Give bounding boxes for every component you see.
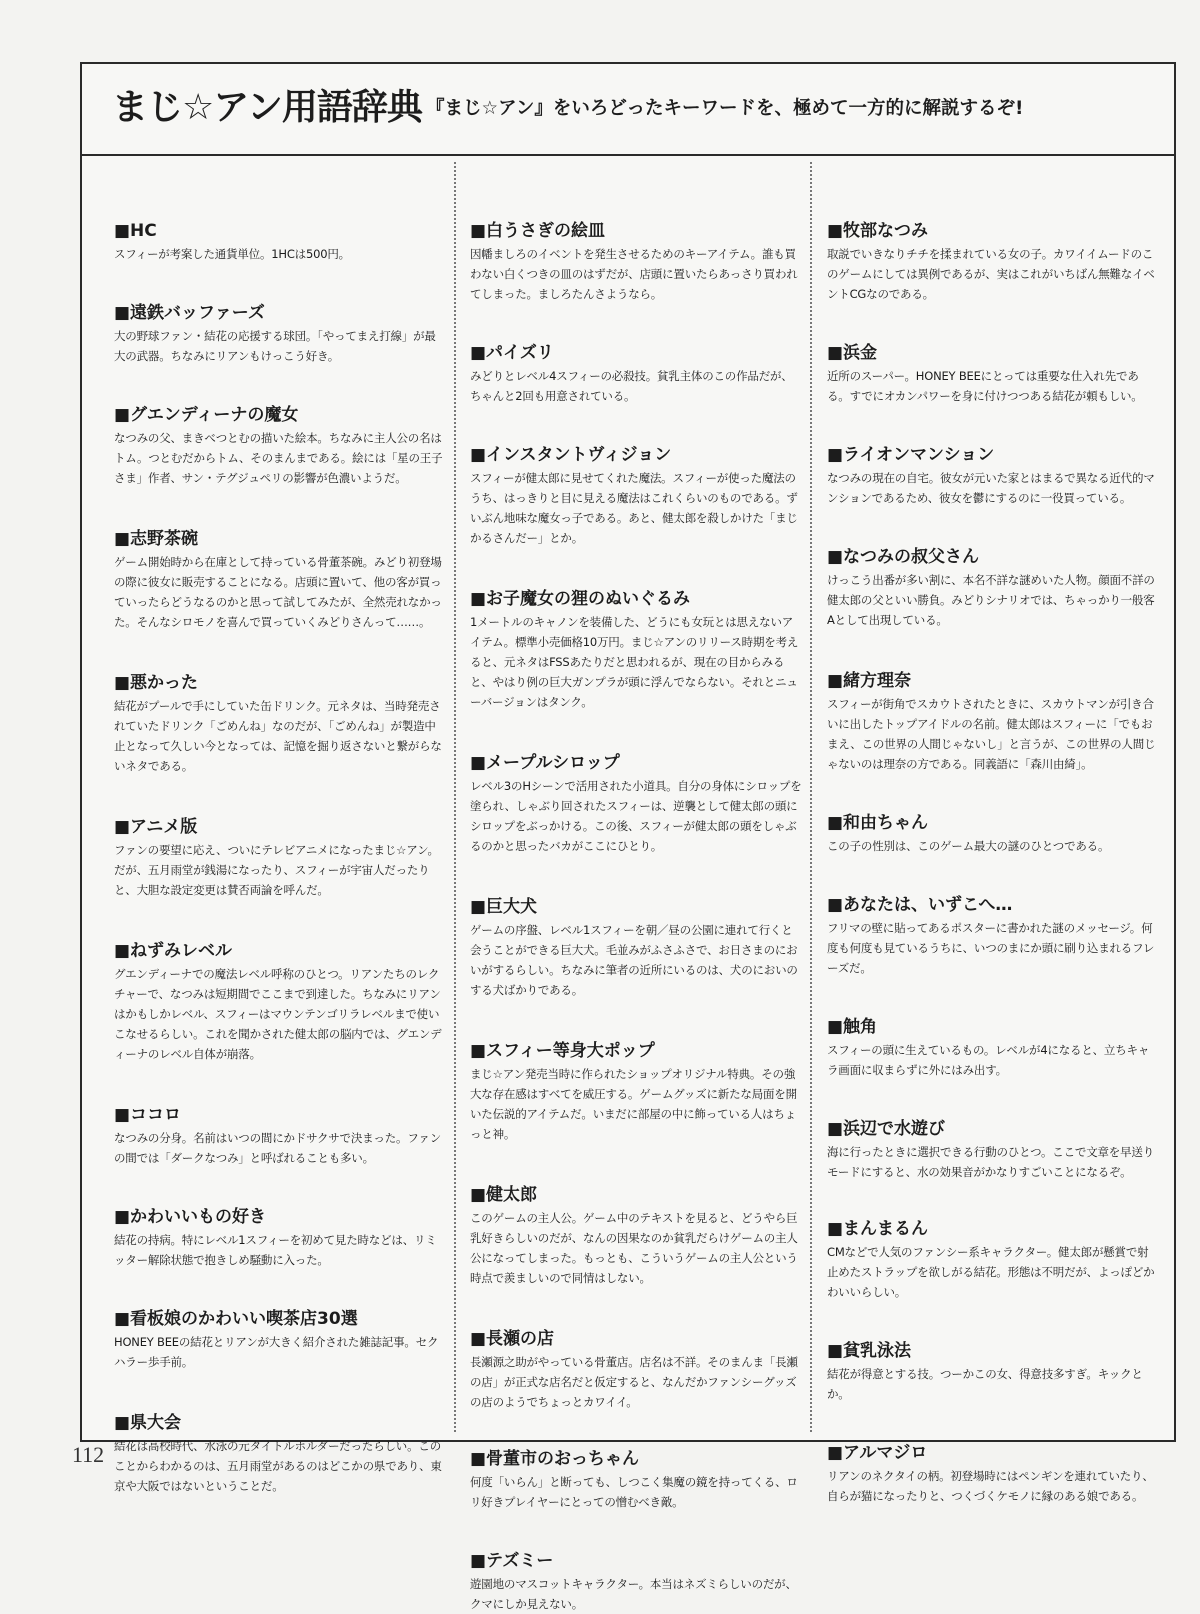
glossary-entry — [114, 672, 446, 776]
entry-description: 結花がプールで手にしていた缶ドリンク。元ネタは、当時発売されていたドリンク「ごめんね」なのだが、「ごめんね」が製造中止となって久しい今となっては、記憶を掘り返さないと繋がらないネタである。 — [114, 699, 442, 773]
entry-term: ■和由ちゃん — [827, 813, 929, 833]
entry-term: ■お子魔女の狸のぬいぐるみ — [470, 589, 691, 609]
entry-description: 近所のスーパー。HONEY BEEにとっては重要な仕入れ先である。すでにオカンパワーを身に付けつつある結花が頼もしい。 — [827, 369, 1143, 403]
entry-description: リアンのネクタイの柄。初登場時にはペンギンを連れていたり、自らが猫になったりと、つくづくケモノに縁のある娘である。 — [827, 1469, 1154, 1503]
entry-term: ■HC — [114, 221, 157, 241]
entry-description: みどりとレベル4スフィーの必殺技。貧乳主体のこの作品だが、ちゃんと2回も用意されている。 — [470, 369, 793, 403]
entry-description: グエンディーナでの魔法レベル呼称のひとつ。リアンたちのレクチャーで、なつみは短期間でここまで到達した。ちなみにリアンはかもしかレベル、スフィーはマウンテンゴリラレベルまで使いこなせるらしい。これを聞かされた健太郎の脳内では、グエンディーナのレベル自体が崩落。 — [114, 967, 442, 1061]
entry-term: ■インスタントヴィジョン — [470, 445, 672, 465]
page-title: まじ☆アン用語辞典 — [112, 87, 422, 128]
entry-term: ■長瀬の店 — [470, 1329, 555, 1349]
entry-description: 因幡ましろのイベントを発生させるためのキーアイテム。誰も買わない白くつきの皿のはずだが、店頭に置いたらあっさり買われてしまった。ましろたんさようなら。 — [470, 247, 798, 301]
glossary-column-2 — [470, 182, 802, 1614]
entry-term: ■パイズリ — [470, 343, 554, 363]
entry-term: ■遠鉄バッファーズ — [114, 303, 265, 323]
glossary-entry — [827, 670, 1159, 774]
entry-term: ■グエンディーナの魔女 — [114, 405, 299, 425]
column-divider — [454, 162, 456, 1432]
entry-term: ■浜金 — [827, 343, 878, 363]
entry-description: 長瀬源之助がやっている骨董店。店名は不詳。そのまんま「長瀬の店」が正式な店名だと仮定すると、なんだかファンシーグッズの店のようでちょっとカワイイ。 — [470, 1355, 798, 1409]
glossary-entry — [470, 1448, 802, 1512]
entry-description: CMなどで人気のファンシー系キャラクター。健太郎が懸賞で射止めたストラップを欲しがる結花。形態は不明だが、よっぽどかわいいらしい。 — [827, 1245, 1155, 1299]
entry-description: 大の野球ファン・結花の応援する球団。「やってまえ打線」が最大の武器。ちなみにリアンもけっこう好き。 — [114, 329, 436, 363]
glossary-entry — [470, 1550, 802, 1614]
entry-term: ■なつみの叔父さん — [827, 547, 980, 567]
entry-description: ゲーム開始時から在庫として持っている骨董茶碗。みどり初登場の際に彼女に販売することになる。店頭に置いて、他の客が買っていったらどうなるのかと思って試してみたが、全然売れなかった。そんなシロモノを喜んで買っていくみどりさんって……。 — [114, 555, 442, 629]
glossary-column-1 — [114, 182, 446, 1496]
entry-term: ■緒方理奈 — [827, 671, 912, 691]
glossary-entry — [114, 528, 446, 632]
entry-term: ■メープルシロップ — [470, 753, 620, 773]
entry-term: ■骨董市のおっちゃん — [470, 1449, 640, 1469]
glossary-entry — [114, 1104, 446, 1168]
glossary-entry — [827, 1118, 1159, 1182]
glossary-entry — [470, 896, 802, 1000]
entry-term: ■浜辺で水遊び — [827, 1119, 946, 1139]
entry-term: ■白うさぎの絵皿 — [470, 221, 606, 241]
entry-description: 結花の持病。特にレベル1スフィーを初めて見た時などは、リミッター解除状態で抱きしめ騒動に入った。 — [114, 1233, 437, 1267]
glossary-entry — [470, 220, 802, 304]
entry-term: ■アニメ版 — [114, 817, 198, 837]
glossary-entry — [470, 1328, 802, 1412]
entry-term: ■牧部なつみ — [827, 221, 929, 241]
glossary-entry — [470, 1184, 802, 1288]
glossary-entry — [470, 342, 802, 406]
entry-description: 何度「いらん」と断っても、しつこく集魔の鏡を持ってくる、ロリ好きプレイヤーにとっての憎むべき敵。 — [470, 1475, 798, 1509]
entry-term: ■かわいいもの好き — [114, 1207, 267, 1227]
entry-description: スフィーが街角でスカウトされたときに、スカウトマンが引き合いに出したトップアイドルの名前。健太郎はスフィーに「でもおまえ、この世界の人間じゃないし」と言うが、この世界の人間じゃないのは理奈の方である。同義語に「森川由綺」。 — [827, 697, 1156, 771]
page-number: 112 — [72, 1442, 105, 1467]
entry-description: スフィーが健太郎に見せてくれた魔法。スフィーが使った魔法のうち、はっきりと目に見える魔法はこれくらいのものである。ずいぶん地味な魔女っ子である。あと、健太郎を殺しかけた「まじかるさんだー」とか。 — [470, 471, 798, 545]
glossary-entry — [114, 816, 446, 900]
entry-description: ファンの要望に応え、ついにテレビアニメになったまじ☆アン。だが、五月雨堂が銭湯になったり、スフィーが宇宙人だったりと、大胆な設定変更は賛否両論を呼んだ。 — [114, 843, 439, 897]
entry-term: ■まんまるん — [827, 1219, 929, 1239]
glossary-entry — [827, 812, 1159, 856]
entry-term: ■あなたは、いずこへ… — [827, 895, 1013, 915]
entry-term: ■貧乳泳法 — [827, 1341, 912, 1361]
entry-description: 遊園地のマスコットキャラクター。本当はネズミらしいのだが、クマにしか見えない。 — [470, 1577, 797, 1611]
entry-description: このゲームの主人公。ゲーム中のテキストを見ると、どうやら巨乳好きらしいのだが、なんの因果なのか貧乳だらけゲームの主人公になってしまった。もっとも、こういうゲームの主人公という時点で羨ましいので同情はしない。 — [470, 1211, 798, 1285]
entry-description: 結花が得意とする技。つーかこの女、得意技多すぎ。キックとか。 — [827, 1367, 1143, 1401]
entry-description: フリマの壁に貼ってあるポスターに書かれた謎のメッセージ。何度も何度も見ているうちに、いつのまにか頭に刷り込まれるフレーズだ。 — [827, 921, 1155, 975]
entry-term: ■ココロ — [114, 1105, 182, 1125]
entry-description: スフィーの頭に生えているもの。レベルが4になると、立ちキャラ画面に収まらずに外にはみ出す。 — [827, 1043, 1150, 1077]
glossary-entry — [114, 1308, 446, 1372]
entry-description: なつみの現在の自宅。彼女が元いた家とはまるで異なる近代的マンションであるため、彼女を鬱にするのに一役買っている。 — [827, 471, 1155, 505]
glossary-entry — [827, 894, 1159, 978]
glossary-column-3 — [827, 182, 1159, 1506]
glossary-entry — [114, 1412, 446, 1496]
entry-description: 取説でいきなりチチを揉まれている女の子。カワイイムードのこのゲームにしては異例であるが、実はこれがいちばん無難なイベントCGなのである。 — [827, 247, 1155, 301]
glossary-entry — [827, 342, 1159, 406]
entry-term: ■触角 — [827, 1017, 878, 1037]
glossary-entry — [470, 1040, 802, 1144]
entry-term: ■テズミー — [470, 1551, 554, 1571]
entry-description: HONEY BEEの結花とリアンが大きく紹介された雑誌記事。セクハラー歩手前。 — [114, 1335, 439, 1369]
entry-term: ■健太郎 — [470, 1185, 538, 1205]
glossary-entry — [470, 444, 802, 548]
glossary-entry — [827, 546, 1159, 630]
entry-term: ■巨大犬 — [470, 897, 538, 917]
glossary-entry — [827, 1218, 1159, 1302]
entry-description: なつみの父、まきべつとむの描いた絵本。ちなみに主人公の名はトム。つとむだからトム、そのまんまである。絵には「星の王子さま」作者、サン・テグジュペリの影響が色濃いようだ。 — [114, 431, 443, 485]
glossary-entry — [827, 444, 1159, 508]
entry-description: この子の性別は、このゲーム最大の謎のひとつである。 — [827, 839, 1110, 853]
entry-description: 海に行ったときに選択できる行動のひとつ。ここで文章を早送りモードにすると、水の効果音がかなりすごいことになるぞ。 — [827, 1145, 1155, 1179]
entry-description: まじ☆アン発売当時に作られたショップオリジナル特典。その強大な存在感はすべてを威圧する。ゲームグッズに新たな局面を開いた伝説的アイテムだ。いまだに部屋の中に飾っている人はちょっと神。 — [470, 1067, 797, 1141]
glossary-entry — [470, 752, 802, 856]
glossary-entry — [114, 940, 446, 1064]
glossary-header — [82, 64, 1174, 156]
entry-term: ■スフィー等身大ポップ — [470, 1041, 655, 1061]
glossary-entry — [827, 1442, 1159, 1506]
glossary-entry — [114, 404, 446, 488]
entry-description: 結花は高校時代、水泳の元タイトルホルダーだったらしい。このことからわかるのは、五月雨堂があるのはどこかの県であり、東京や大阪ではないということだ。 — [114, 1439, 442, 1493]
entry-description: 1メートルのキャノンを装備した、どうにも女玩とは思えないアイテム。標準小売価格10万円。まじ☆アンのリリース時期を考えると、元ネタはFSSあたりだと思われるが、現在の目からみると、やはり例の巨大ガンプラが頭に浮んでならない。それとニューバージョンはタンク。 — [470, 615, 799, 709]
entry-term: ■看板娘のかわいい喫茶店30選 — [114, 1309, 358, 1329]
glossary-entry — [114, 1206, 446, 1270]
entry-description: なつみの分身。名前はいつの間にかドサクサで決まった。ファンの間では「ダークなつみ」と呼ばれることも多い。 — [114, 1131, 442, 1165]
entry-term: ■志野茶碗 — [114, 529, 199, 549]
column-divider — [810, 162, 812, 1432]
entry-term: ■ライオンマンション — [827, 445, 995, 465]
glossary-entry — [827, 1340, 1159, 1404]
glossary-entry — [827, 220, 1159, 304]
entry-term: ■アルマジロ — [827, 1443, 928, 1463]
glossary-entry — [114, 220, 446, 264]
entry-description: ゲームの序盤、レベル1スフィーを朝／昼の公園に連れて行くと会うことができる巨大犬。毛並みがふさふさで、お日さまのにおいがするらしい。ちなみに筆者の近所にいるのは、犬のにおいのする犬ばかりである。 — [470, 923, 798, 997]
glossary-entry — [470, 588, 802, 712]
glossary-entry — [827, 1016, 1159, 1080]
glossary-entry — [114, 302, 446, 366]
entry-description: スフィーが考案した通貨単位。1HCは500円。 — [114, 247, 350, 261]
entry-description: けっこう出番が多い割に、本名不詳な謎めいた人物。顔面不詳の健太郎の父といい勝負。みどりシナリオでは、ちゃっかり一般客Aとして出現している。 — [827, 573, 1155, 627]
entry-term: ■県大会 — [114, 1413, 182, 1433]
entry-term: ■ねずみレベル — [114, 941, 233, 961]
entry-term: ■悪かった — [114, 673, 199, 693]
page-subtitle: 『まじ☆アン』をいろどったキーワードを、極めて一方的に解説するぞ! — [426, 98, 1024, 119]
entry-description: レベル3のHシーンで活用された小道具。自分の身体にシロップを塗られ、しゃぶり回されたスフィーは、逆襲として健太郎の頭にシロップをぶっかける。この後、スフィーが健太郎の頭をしゃぶるのかと思ったバカがここにひとり。 — [470, 779, 802, 853]
